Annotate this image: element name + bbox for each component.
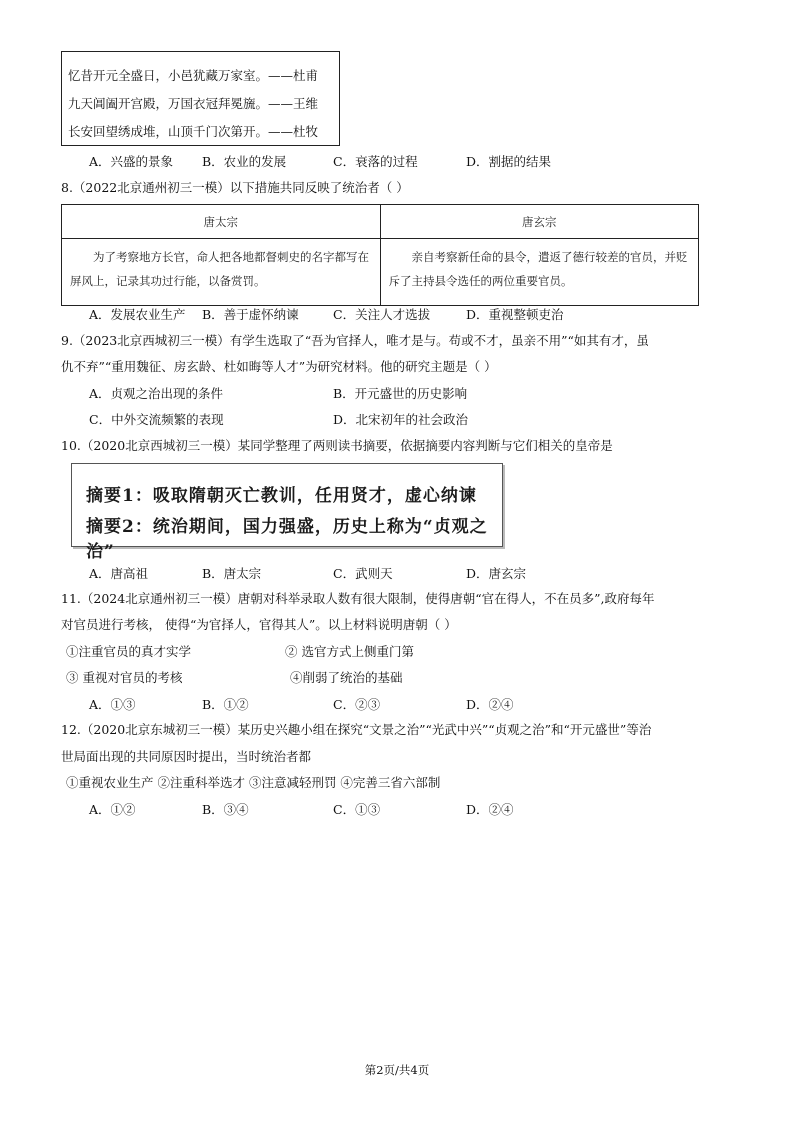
- q12-option-b[interactable]: B．③④: [202, 802, 249, 817]
- poem-box: [61, 51, 340, 146]
- q10-option-d[interactable]: D．唐玄宗: [466, 566, 527, 581]
- q11-statement-3: ③ 重视对官员的考核: [66, 670, 183, 685]
- q9-option-a[interactable]: A．贞观之治出现的条件: [89, 386, 224, 401]
- q7-option-b[interactable]: B．农业的发展: [202, 154, 287, 169]
- q10-summary-2: 摘要2：统治期间，国力强盛，历史上称为“贞观之治”: [86, 517, 488, 562]
- q10-option-b[interactable]: B．唐太宗: [202, 566, 262, 581]
- q10-summary-box: [71, 463, 503, 562]
- q9-stem-line2: 仇不弃”“重用魏征、房玄龄、杜如晦等人才”为研究材料。他的研究主题是（ ）: [61, 359, 497, 374]
- poem-line-2: 九天阊阖开宫殿，万国衣冠拜冕旒。——王维: [68, 96, 319, 111]
- q11-option-b[interactable]: B．①②: [202, 697, 249, 712]
- q9-stem-line1: 9.（2023北京西城初三一模）有学生选取了“吾为官择人，唯才是与。苟或不才，虽亲不用”“如其有才，虽: [61, 333, 649, 348]
- q8-table: [61, 204, 699, 306]
- poem-line-1: 忆昔开元全盛日，小邑犹藏万家室。——杜甫: [68, 68, 319, 83]
- q12-option-c[interactable]: C．①③: [333, 802, 381, 817]
- q9-option-d[interactable]: D．北宋初年的社会政治: [333, 412, 469, 427]
- q12-stem-line1: 12.（2020北京东城初三一模）某历史兴趣小组在探究“文景之治”“光武中兴”“贞观之治”和“开元盛世”等治: [61, 722, 652, 737]
- q12-option-d[interactable]: D．②④: [466, 802, 514, 817]
- page-footer: 第2页/共4页: [364, 1063, 430, 1077]
- q8-option-b[interactable]: B．善于虚怀纳谏: [202, 307, 299, 322]
- q8-option-c[interactable]: C．关注人才选拔: [333, 307, 431, 322]
- q12-option-a[interactable]: A．①②: [89, 802, 136, 817]
- q11-statement-4: ④削弱了统治的基础: [290, 670, 403, 685]
- q7-option-a[interactable]: A．兴盛的景象: [89, 154, 174, 169]
- q8-cell-taizong: 为了考察地方长官，命人把各地都督刺史的名字都写在屏风上，记录其功过行能，以备赏罚。: [62, 239, 381, 306]
- q11-option-d[interactable]: D．②④: [466, 697, 514, 712]
- q11-stem-line1: 11.（2024北京通州初三一模）唐朝对科举录取人数有很大限制，使得唐朝“官在得人，不在员多”,政府每年: [61, 591, 655, 606]
- q11-statement-2: ② 选官方式上侧重门第: [285, 644, 414, 659]
- q8-header-xuanzong: 唐玄宗: [380, 205, 699, 239]
- q11-option-a[interactable]: A．①③: [89, 697, 136, 712]
- q7-option-c[interactable]: C．衰落的过程: [333, 154, 418, 169]
- q10-stem: 10.（2020北京西城初三一模）某同学整理了两则读书摘要，依据摘要内容判断与它们相关的皇帝是: [61, 438, 613, 453]
- q7-option-d[interactable]: D．割据的结果: [466, 154, 552, 169]
- q8-option-d[interactable]: D．重视整顿吏治: [466, 307, 564, 322]
- q12-stem-line2: 世局面出现的共同原因时提出，当时统治者都: [61, 749, 312, 764]
- q8-cell-xuanzong: 亲自考察新任命的县令，遣返了德行较差的官员，并贬斥了主持县令选任的两位重要官员。: [380, 239, 699, 306]
- q12-statements: ①重视农业生产 ②注重科举选才 ③注意减轻刑罚 ④完善三省六部制: [66, 775, 441, 790]
- q10-option-a[interactable]: A．唐高祖: [89, 566, 149, 581]
- q10-summary-1: 摘要1：吸取隋朝灭亡教训，任用贤才，虚心纳谏: [86, 486, 477, 506]
- poem-line-3: 长安回望绣成堆，山顶千门次第开。——杜牧: [68, 124, 319, 139]
- q11-option-c[interactable]: C．②③: [333, 697, 381, 712]
- q8-option-a[interactable]: A．发展农业生产: [89, 307, 186, 322]
- q11-statement-1: ①注重官员的真才实学: [66, 644, 192, 659]
- q11-stem-line2: 对官员进行考核， 使得“为官择人，官得其人”。以上材料说明唐朝（ ）: [61, 617, 457, 632]
- q9-option-b[interactable]: B．开元盛世的历史影响: [333, 386, 468, 401]
- q8-header-taizong: 唐太宗: [62, 205, 381, 239]
- q9-option-c[interactable]: C．中外交流频繁的表现: [89, 412, 224, 427]
- q8-stem: 8.（2022北京通州初三一模）以下措施共同反映了统治者（ ）: [61, 180, 409, 195]
- q10-option-c[interactable]: C．武则天: [333, 566, 393, 581]
